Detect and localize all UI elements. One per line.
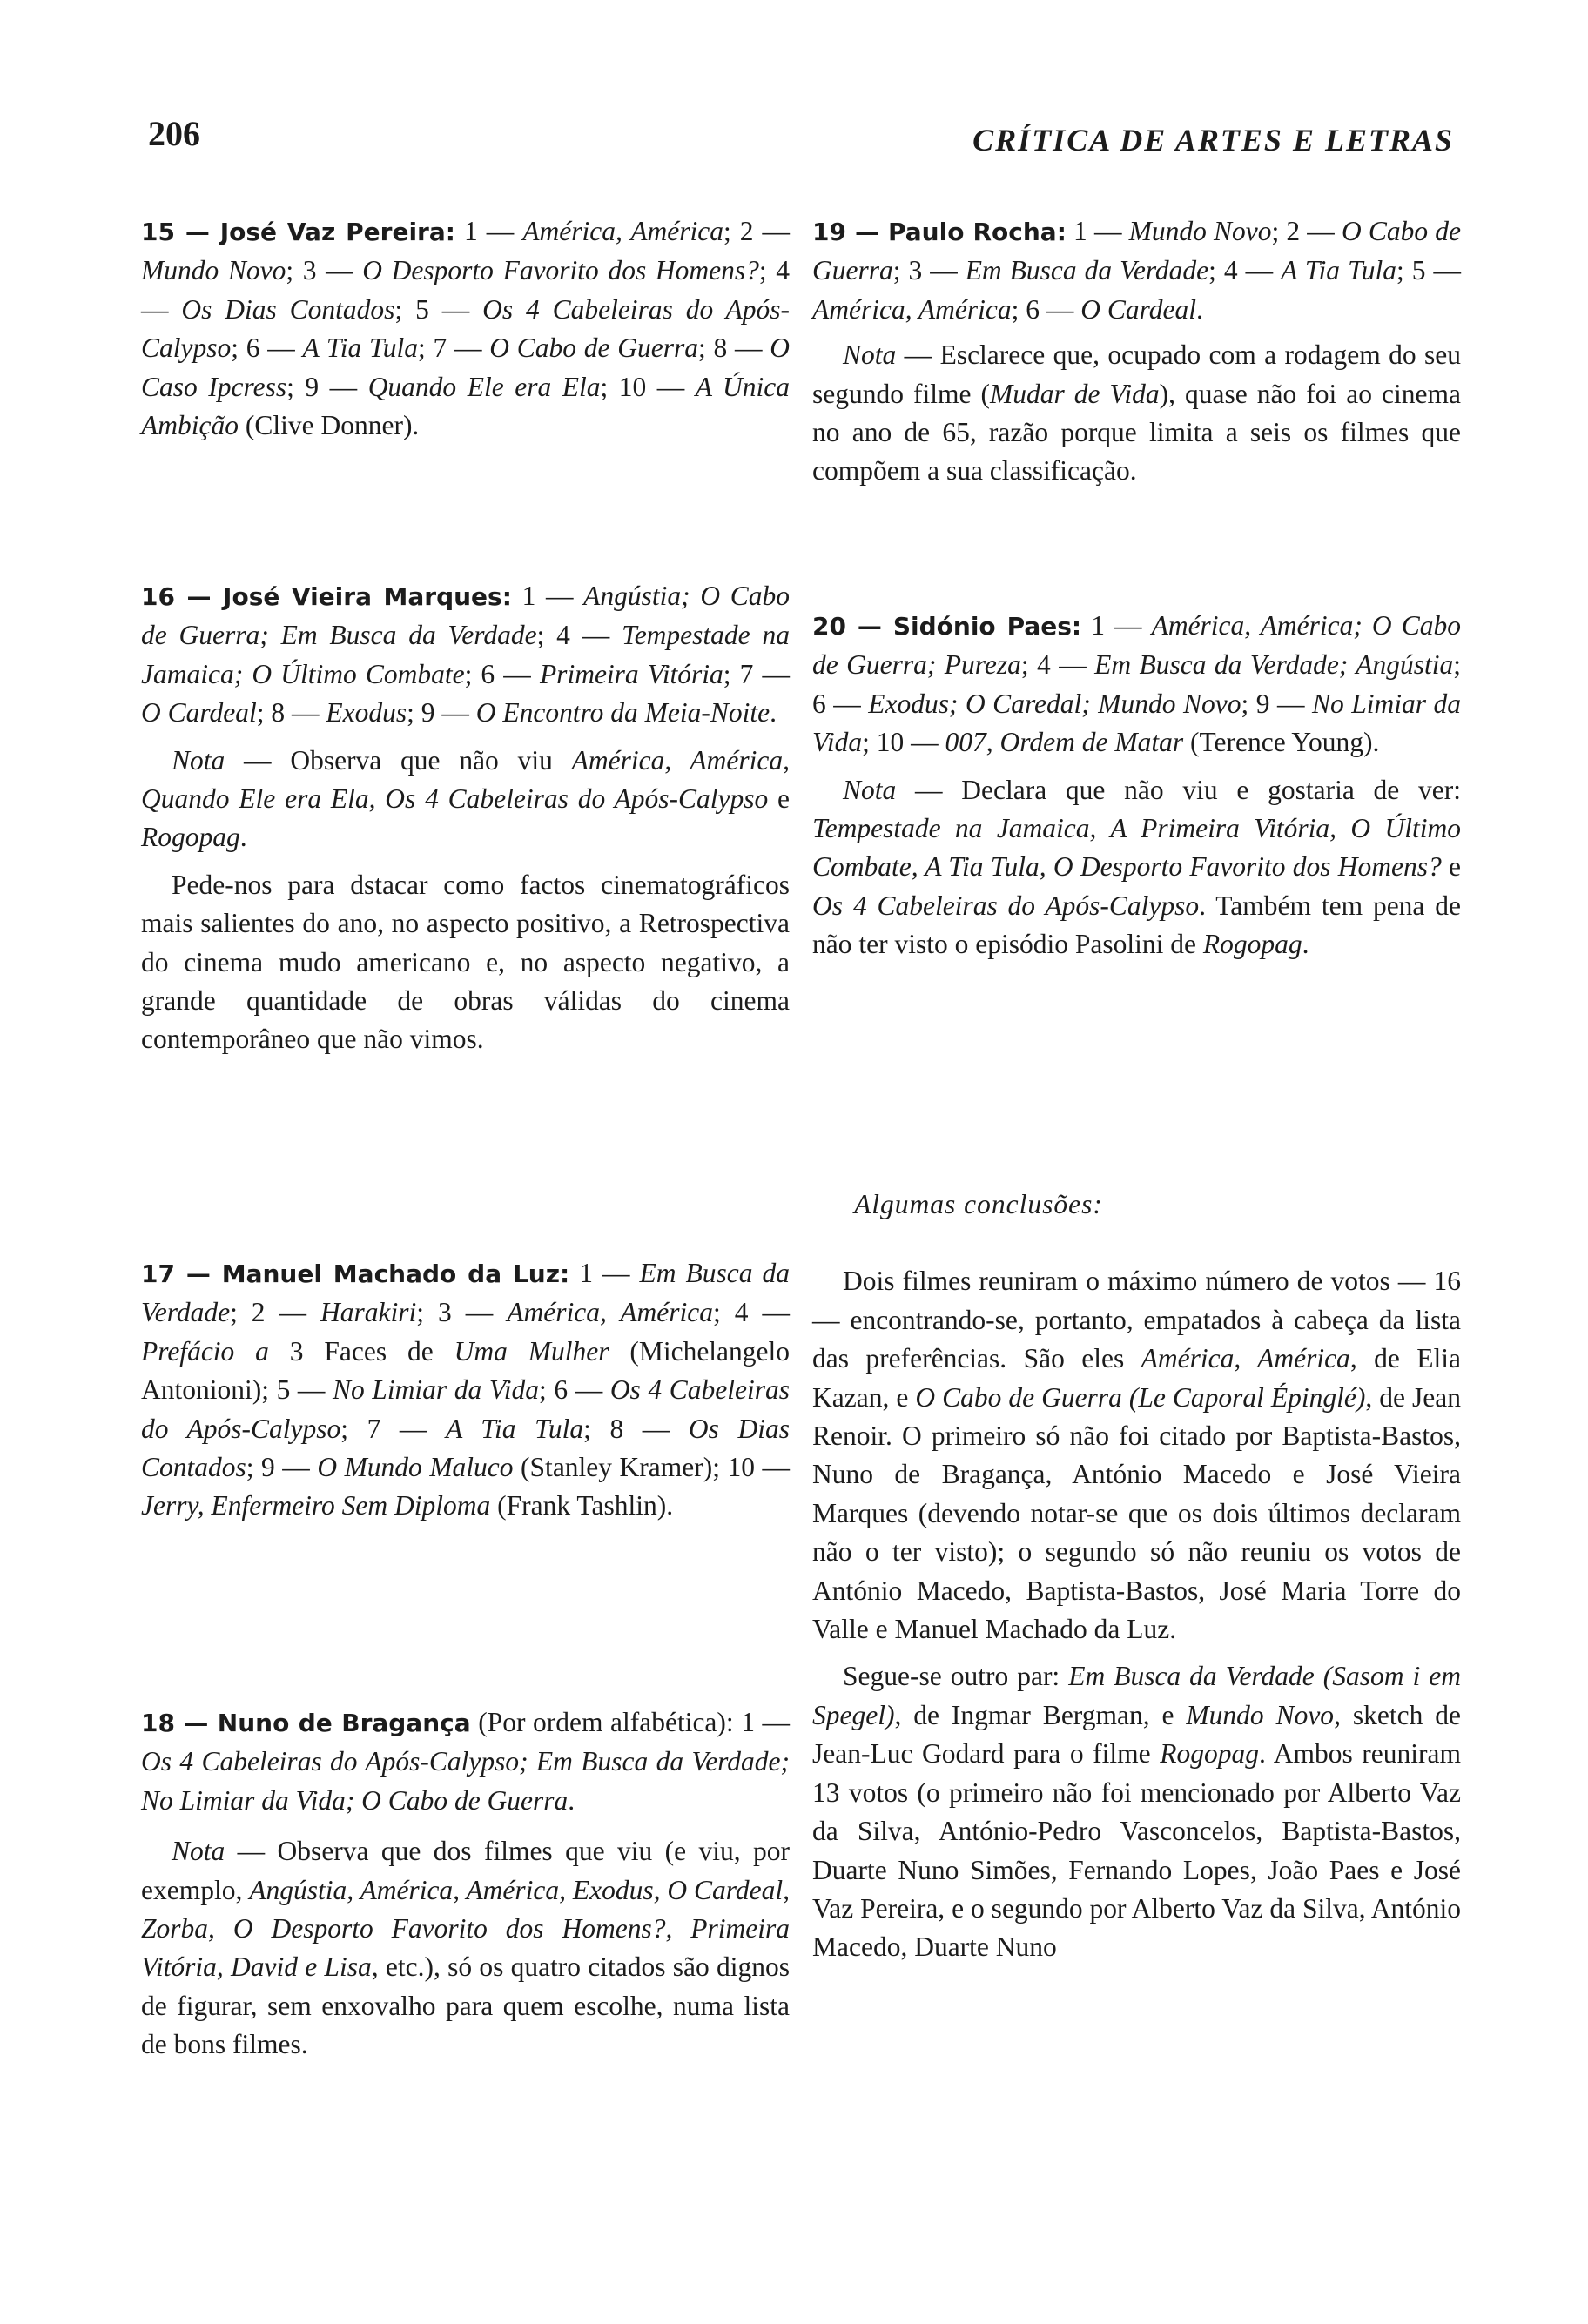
entry-19-heading: 19 — Paulo Rocha:	[812, 218, 1067, 246]
italic-run: Angústia, América, América, Exodus, O Cardeal, Zorba, O Desporto Favorito dos Homens?, Primeira Vitória, David e Lisa	[141, 1874, 790, 1983]
italic-run: América, América	[522, 216, 723, 246]
entry-16-nota: Nota — Observa que não viu América, América, Quando Ele era Ela, Os 4 Cabeleiras do Após-Calypso e Rogopag.	[141, 744, 790, 853]
italic-run: Os Dias Contados	[181, 293, 395, 325]
italic-run: Tempestade na Jamaica, A Primeira Vitória, O Último Combate, A Tia Tula, O Desporto Favorito dos Homens?	[812, 813, 1461, 883]
entry-19-text: 19 — Paulo Rocha: 1 — Mundo Novo; 2 — O Cabo de Guerra; 3 — Em Busca da Verdade; 4 — A Tia Tula; 5 — América, América; 6 — O Cardeal.	[812, 216, 1461, 325]
entry-15-heading: 15 — José Vaz Pereira:	[141, 218, 455, 246]
italic-run: Em Busca da Verdade; Angústia	[1094, 649, 1454, 681]
italic-run: A Tia Tula	[302, 332, 418, 364]
italic-run: O Desporto Favorito dos Homens?	[362, 255, 759, 286]
italic-run: América, América; O Cabo de Guerra; Pureza	[812, 610, 1462, 681]
italic-run: Uma Mulher	[454, 1335, 609, 1367]
italic-run: Mudar de Vida	[990, 378, 1160, 409]
entry-16-text: 16 — José Vieira Marques: 1 — Angústia; O Cabo de Guerra; Em Busca da Verdade; 4 — Tempestade na Jamaica; O Último Combate; 6 — Primeira Vitória; 7 — O Cardeal; 8 — Exodus; 9 — O Encontro da Meia-Noite.	[141, 581, 790, 729]
italic-run: Os 4 Cabeleiras do Após-Calypso	[141, 293, 791, 364]
italic-run: A Única Ambição	[141, 371, 790, 441]
italic-run: Rogopag	[141, 822, 240, 853]
italic-run: Em Busca da Verdade	[965, 255, 1209, 286]
italic-run: América, América	[1141, 1343, 1350, 1374]
italic-run: 007, Ordem de Matar	[945, 727, 1184, 758]
entry-17-heading: 17 — Manuel Machado da Luz:	[141, 1259, 570, 1288]
italic-run: América, América	[812, 293, 1012, 325]
italic-run: Angústia; O Cabo de Guerra; Em Busca da Verdade	[141, 581, 790, 651]
italic-run: Nota	[172, 1836, 225, 1867]
italic-run: Os Dias Contados	[141, 1413, 790, 1483]
italic-run: Nota	[843, 339, 897, 371]
entry-18-text: 18 — Nuno de Bragança (Por ordem alfabética): 1 — Os 4 Cabeleiras do Após-Calypso; Em Busca da Verdade; No Limiar da Vida; O Cabo de Guerra.	[141, 1707, 790, 1816]
conclusions-paragraph-1: Dois filmes reuniram o máximo número de votos — 16 — encontrando-se, portanto, empatados à cabeça da lista das preferências. São eles América, América, de Elia Kazan, e O Cabo de Guerra (Le Caporal Épinglé), de Jean Renoir. O primeiro só não foi citado por Baptista-Bastos, Nuno de Bragança, António Macedo e José Vieira Marques (devendo notar-se que os dois últimos declaram não o ter visto); o segundo só não reuniu os votos de António Macedo, Baptista-Bastos, José Maria Torre do Valle e Manuel Machado da Luz.	[812, 1266, 1461, 1645]
italic-run: Primeira Vitória	[539, 658, 723, 689]
italic-run: No Limiar da Vida	[812, 688, 1461, 758]
italic-run: Rogopag	[1160, 1738, 1259, 1770]
italic-run: Exodus; O Caredal; Mundo Novo	[868, 688, 1241, 719]
italic-run: Os 4 Cabeleiras do Após-Calypso	[141, 1374, 790, 1444]
italic-run: Mundo Novo	[141, 255, 286, 286]
entry-18	[141, 1703, 790, 2065]
italic-run: Em Busca da Verdade	[141, 1258, 790, 1328]
entry-19	[812, 212, 1461, 491]
italic-run: O Cardeal	[1080, 293, 1196, 325]
page-number: 206	[148, 114, 200, 153]
italic-run: O Cabo de Guerra (Le Caporal Épinglé)	[915, 1381, 1366, 1413]
italic-run: América, América	[507, 1297, 714, 1328]
italic-run: O Cabo de Guerra	[489, 332, 698, 364]
conclusions-paragraph-2: Segue-se outro par: Em Busca da Verdade (Sasom i em Spegel), de Ingmar Bergman, e Mundo Novo, sketch de Jean-Luc Godard para o filme Rogopag. Ambos reuniram 13 votos (o primeiro não foi mencionado por Alberto Vaz da Silva, António-Pedro Vasconcelos, Baptista-Bastos, Duarte Nuno Simões, Fernando Lopes, João Paes e José Vaz Pereira, e o segundo por Alberto Vaz da Silva, António Macedo, Duarte Nuno	[812, 1661, 1461, 1963]
italic-run: No Limiar da Vida	[333, 1374, 540, 1406]
italic-run: América, América, Quando Ele era Ela, Os 4 Cabeleiras do Após-Calypso	[141, 744, 790, 815]
italic-run: Nota	[172, 744, 225, 776]
italic-run: O Cabo de Guerra	[812, 216, 1461, 286]
italic-run: Tempestade na Jamaica; O Último Combate	[141, 620, 790, 689]
entry-17-text: 17 — Manuel Machado da Luz: 1 — Em Busca da Verdade; 2 — Harakiri; 3 — América, América; 4 — Prefácio a 3 Faces de Uma Mulher (Michelangelo Antonioni); 5 — No Limiar da Vida; 6 — Os 4 Cabeleiras do Após-Calypso; 7 — A Tia Tula; 8 — Os Dias Contados; 9 — O Mundo Maluco (Stanley Kramer); 10 — Jerry, Enfermeiro Sem Diploma (Frank Tashlin).	[141, 1258, 791, 1521]
italic-run: Jerry, Enfermeiro Sem Diploma	[141, 1490, 491, 1521]
entry-20-nota: Nota — Declara que não viu e gostaria de ver: Tempestade na Jamaica, A Primeira Vitória, O Último Combate, A Tia Tula, O Desporto Favorito dos Homens? e Os 4 Cabeleiras do Após-Calypso. Também tem pena de não ter visto o episódio Pasolini de Rogopag.	[812, 774, 1461, 960]
italic-run: O Mundo Maluco	[317, 1452, 514, 1483]
entry-16-extra: Pede-nos para dstacar como factos cinematográficos mais salientes do ano, no aspecto positivo, a Retrospectiva do cinema mudo americano e, no aspecto negativo, a grande quantidade de obras válidas do cinema contemporâneo que não vimos.	[141, 869, 790, 1055]
entry-18-nota: Nota — Observa que dos filmes que viu (e viu, por exemplo, Angústia, América, América, Exodus, O Cardeal, Zorba, O Desporto Favorito dos Homens?, Primeira Vitória, David e Lisa, etc.), só os quatro citados são dignos de figurar, sem enxovalho para quem escolhe, numa lista de bons filmes.	[141, 1836, 790, 2060]
italic-run: Mundo Novo	[1186, 1699, 1335, 1730]
conclusions-heading: Algumas conclusões:	[854, 1189, 1103, 1219]
entry-16-heading: 16 — José Vieira Marques:	[141, 582, 512, 611]
italic-run: A Tia Tula	[1281, 255, 1397, 286]
entry-16	[141, 577, 790, 1059]
entry-20	[812, 607, 1461, 964]
italic-run: Exodus	[326, 697, 407, 729]
conclusions	[812, 1186, 1461, 1967]
italic-run: O Encontro da Meia-Noite	[475, 697, 770, 729]
italic-run: Os 4 Cabeleiras do Após-Calypso; Em Busca da Verdade; No Limiar da Vida; O Cabo de Guerra	[141, 1746, 790, 1816]
italic-run: Os 4 Cabeleiras do Após-Calypso	[812, 890, 1200, 921]
running-title: CRÍTICA DE ARTES E LETRAS	[972, 123, 1454, 158]
entry-15	[141, 212, 790, 445]
entry-20-heading: 20 — Sidónio Paes:	[812, 612, 1082, 641]
entry-20-text: 20 — Sidónio Paes: 1 — América, América; O Cabo de Guerra; Pureza; 4 — Em Busca da Verdade; Angústia; 6 — Exodus; O Caredal; Mundo Novo; 9 — No Limiar da Vida; 10 — 007, Ordem de Matar (Terence Young).	[812, 610, 1462, 758]
entry-15-text: 15 — José Vaz Pereira: 1 — América, América; 2 — Mundo Novo; 3 — O Desporto Favorito dos Homens?; 4 — Os Dias Contados; 5 — Os 4 Cabeleiras do Após-Calypso; 6 — A Tia Tula; 7 — O Cabo de Guerra; 8 — O Caso Ipcress; 9 — Quando Ele era Ela; 10 — A Única Ambição (Clive Donner).	[141, 216, 791, 441]
italic-run: Rogopag	[1202, 929, 1302, 960]
italic-run: O Cardeal	[141, 697, 257, 729]
entry-19-nota: Nota — Esclarece que, ocupado com a rodagem do seu segundo filme (Mudar de Vida), quase não foi ao cinema no ano de 65, razão porque limita a seis os filmes que compõem a sua classificação.	[812, 339, 1461, 487]
italic-run: Harakiri	[320, 1297, 417, 1328]
italic-run: Em Busca da Verdade (Sasom i em Spegel)	[812, 1661, 1461, 1730]
italic-run: Nota	[843, 774, 897, 805]
italic-run: Quando Ele era Ela	[367, 371, 601, 402]
italic-run: O Caso Ipcress	[141, 332, 790, 402]
italic-run: Mundo Novo	[1128, 216, 1272, 246]
italic-run: Prefácio a	[141, 1335, 269, 1367]
entry-17	[141, 1254, 790, 1526]
entry-18-heading: 18 — Nuno de Bragança	[141, 1709, 471, 1737]
italic-run: A Tia Tula	[445, 1413, 584, 1444]
